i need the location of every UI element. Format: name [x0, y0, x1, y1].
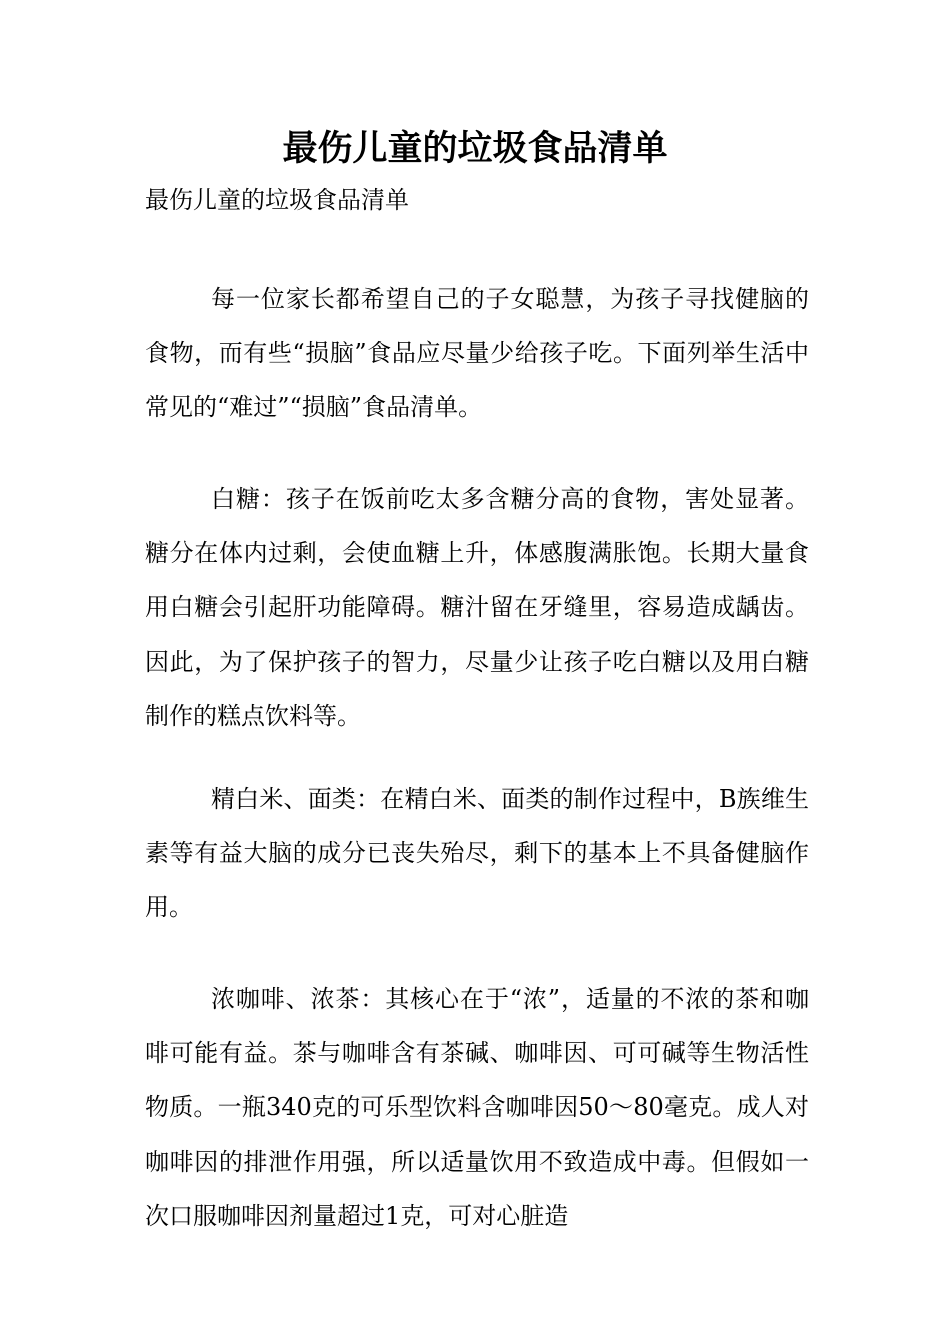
paragraph-refined-rice-flour: 精白米、面类：在精白米、面类的制作过程中，B族维生素等有益大脑的成分已丧失殆尽，剩下的基本上不具备健脑作用。 — [145, 785, 809, 922]
paragraph-intro: 每一位家长都希望自己的子女聪慧，为孩子寻找健脑的食物，而有些“损脑”食品应尽量少给孩子吃。下面列举生活中常见的“难过”“损脑”食品清单。 — [145, 285, 809, 422]
paragraph-strong-coffee-tea: 浓咖啡、浓茶：其核心在于“浓”，适量的不浓的茶和咖啡可能有益。茶与咖啡含有茶碱、咖啡因、可可碱等生物活性物质。一瓶340克的可乐型饮料含咖啡因50～80毫克。成人对咖啡因的排泄作用强，所以适量饮用不致造成中毒。但假如一次口服咖啡因剂量超过1克，可对心脏造 — [145, 985, 809, 1230]
paragraph-white-sugar: 白糖：孩子在饭前吃太多含糖分高的食物，害处显著。糖分在体内过剩，会使血糖上升，体感腹满胀饱。长期大量食用白糖会引起肝功能障碍。糖汁留在牙缝里，容易造成龋齿。因此，为了保护孩子的智力，尽量少让孩子吃白糖以及用白糖制作的糕点饮料等。 — [145, 485, 809, 730]
document-subtitle: 最伤儿童的垃圾食品清单 — [145, 186, 409, 214]
document-title: 最伤儿童的垃圾食品清单 — [282, 129, 668, 169]
